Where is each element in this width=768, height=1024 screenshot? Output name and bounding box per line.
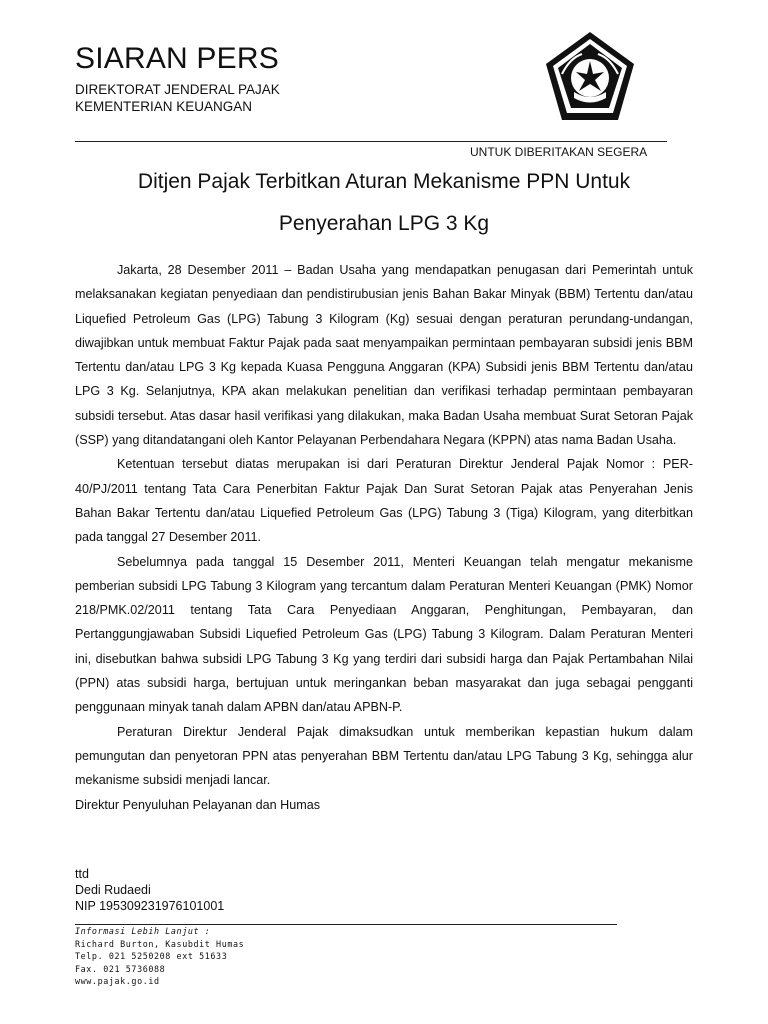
headline-line-1: Ditjen Pajak Terbitkan Aturan Mekanisme PPN Untuk [137, 170, 631, 193]
paragraph-1: Jakarta, 28 Desember 2011 – Badan Usaha yang mendapatkan penugasan dari Pemerintah untuk melaksanakan kegiatan penyediaan dan pendistirubusian jenis Bahan Bakar Minyak (BBM) Tertentu dan/atau Liquefied Petroleum Gas (LPG) Tabung 3 Kilogram (Kg) sesuai dengan peraturan perundang-undangan, diwajibkan untuk membuat Faktur Pajak pada saat menyampaikan permintaan pembayaran subsidi jenis BBM Tertentu dan/atau LPG 3 Kg kepada Kuasa Pengguna Anggaran (KPA) Subsidi jenis BBM Tertentu dan/atau LPG 3 Kg. Selanjutnya, KPA akan melakukan penelitian dan verifikasi terhadap permintaan pembayaran subsidi tersebut. Atas dasar hasil verifikasi yang dilakukan, maka Badan Usaha membuat Surat Setoran Pajak (SSP) yang ditandatangani oleh Kantor Pelayanan Perbendahara Negara (KPPN) atas nama Badan Usaha. [75, 263, 694, 448]
release-note: UNTUK DIBERITAKAN SEGERA [470, 145, 648, 159]
press-release-title: SIARAN PERS [75, 42, 279, 75]
paragraph-2: Ketentuan tersebut diatas merupakan isi dari Peraturan Direktur Jenderal Pajak Nomor : PER-40/PJ/2011 tentang Tata Cara Penerbitan Faktur Pajak Dan Surat Setoran Pajak atas Penyerahan Jenis Bahan Bakar Tertentu dan/atau Liquefied Petroleum Gas (LPG) Tabung 3 (Tiga) Kilogram, yang diterbitkan pada tanggal 27 Desember 2011. [75, 457, 693, 545]
fax-number: Fax. 021 5736088 [75, 963, 166, 974]
directorate-name: DIREKTORAT JENDERAL PAJAK [75, 82, 280, 97]
article-body [75, 258, 693, 817]
contact-footer [75, 925, 244, 988]
dateline-city: Jakarta [117, 263, 159, 277]
closing-title: Direktur Penyuluhan Pelayanan dan Humas [75, 797, 321, 812]
website-link[interactable]: www.pajak.go.id [75, 976, 160, 987]
paragraph-1-text: – Badan Usaha yang mendapatkan penugasan dari Pemerintah untuk melaksanakan kegiatan penyediaan dan pendistirubusian jenis Bahan Bakar Minyak (BBM) Tertentu dan/atau Liquefied Petroleum Gas (LPG) Tabung 3 Kilogram (Kg) sesuai dengan peraturan perundang-undangan, diwajibkan untuk membuat Faktur Pajak pada saat menyampaikan permintaan pembayaran subsidi jenis BBM Tertentu dan/atau LPG 3 Kg kepada Kuasa Pengguna Anggaran (KPA) Subsidi jenis BBM Tertentu dan/atau LPG 3 Kg. Selanjutnya, KPA akan melakukan penelitian dan verifikasi terhadap permintaan pembayaran subsidi tersebut. Atas dasar hasil verifikasi yang dilakukan, maka Badan Usaha membuat Surat Setoran Pajak (SSP) yang ditandatangani oleh Kantor Pelayanan Perbendahara Negara (KPPN) atas nama Badan Usaha. [75, 263, 694, 448]
contact-person: Richard Burton, Kasubdit Humas [75, 938, 245, 949]
paragraph-3: Sebelumnya pada tanggal 15 Desember 2011, Menteri Keuangan telah mengatur mekanisme pemberian subsidi LPG Tabung 3 Kilogram yang tercantum dalam Peraturan Menteri Keuangan (PMK) Nomor 218/PMK.02/2011 tentang Tata Cara Penyediaan Anggaran, Penghitungan, Pembayaran, dan Pertanggungjawaban Subsidi Liquefied Petroleum Gas (LPG) Tabung 3 Kilogram. Dalam Peraturan Menteri ini, disebutkan bahwa subsidi LPG Tabung 3 Kg yang terdiri dari subsidi harga dan Pajak Pertambahan Nilai (PPN) atas subsidi harga, bertujuan untuk meringankan beban masyarakat dan juga sebagai pengganti penggunaan minyak tanah dalam APBN dan/atau APBN-P. [75, 554, 693, 715]
phone-number: Telp. 021 5250208 ext 51633 [75, 951, 228, 962]
headline-line-2: Penyerahan LPG 3 Kg [278, 212, 490, 235]
ministry-of-finance-emblem-icon [540, 28, 640, 128]
ministry-name: KEMENTERIAN KEUANGAN [75, 99, 253, 114]
issuer-block [75, 81, 280, 115]
signature-block [75, 866, 224, 914]
dateline-date: 28 Desember 2011 [167, 263, 279, 277]
signatory-nip: NIP 195309231976101001 [75, 899, 225, 913]
signed-mark: ttd [75, 867, 89, 881]
info-label: Informasi Lebih Lanjut : [75, 926, 211, 936]
signatory-name: Dedi Rudaedi [75, 883, 151, 897]
header-divider [75, 141, 667, 142]
paragraph-4: Peraturan Direktur Jenderal Pajak dimaksudkan untuk memberikan kepastian hukum dalam pemungutan dan penyetoran PPN atas penyerahan BBM Tertentu dan/atau LPG Tabung 3 Kg, sehingga alur mekanisme subsidi menjadi lancar. [75, 724, 693, 788]
